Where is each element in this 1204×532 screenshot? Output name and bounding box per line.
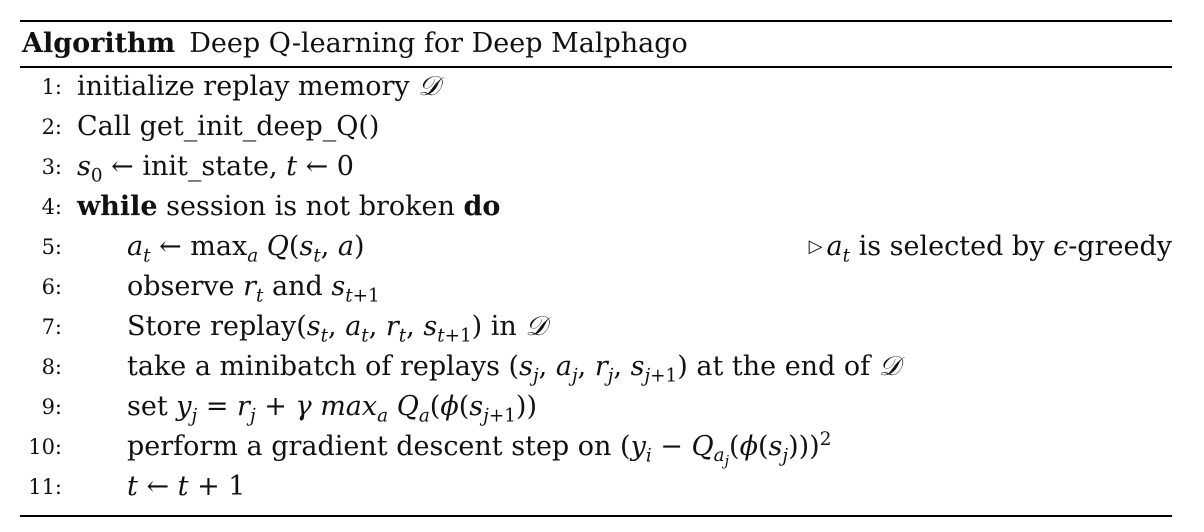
algorithm-line-9 <box>0 387 1204 427</box>
line-text: t ← t + 1 <box>127 471 246 502</box>
line-number: 10: <box>28 435 62 459</box>
bottom-rule <box>20 515 1172 517</box>
line-number: 5: <box>41 235 62 259</box>
algorithm-line-8 <box>0 347 1204 387</box>
line-text: take a minibatch of replays ($s_j$, $a_j$, $r_j$, $s_{j+1}$) at the end of 𝒟 <box>127 351 901 387</box>
algorithm-line-10 <box>0 427 1204 471</box>
algorithm-title <box>22 22 688 66</box>
line-number: 9: <box>41 395 62 419</box>
algorithm-line-3 <box>0 147 1204 187</box>
line-comment: ▷ $a_t$ is selected by ϵ-greedy <box>809 227 1172 270</box>
algorithm-name: Deep Q-learning for Deep Malphago <box>189 28 688 59</box>
algorithm-line-6 <box>0 267 1204 307</box>
line-number: 1: <box>41 75 62 99</box>
line-number: 2: <box>41 115 62 139</box>
line-text: $s_0$ ← init_state, t ← 0 <box>77 151 354 187</box>
while-condition: session is not broken <box>166 191 455 222</box>
line-text: observe $r_t$ and $s_{t+1}$ <box>127 271 380 307</box>
algorithm-line-2 <box>0 107 1204 147</box>
line-text: Store $replay(s_t$, $a_t$, $r_t$, $s_{t+1}$) in 𝒟 <box>127 311 547 347</box>
line-number: 11: <box>28 475 62 499</box>
line-text: $a_t$ ← $\max_a Q(s_t$, a) <box>127 231 365 267</box>
line-text <box>77 187 500 227</box>
line-number: 3: <box>41 155 62 179</box>
line-text: Call get_init_deep_Q() <box>77 111 380 142</box>
algorithm-keyword: Algorithm <box>22 28 176 59</box>
while-keyword: while <box>77 191 158 222</box>
algorithm-line-1 <box>0 67 1204 107</box>
line-number: 7: <box>41 315 62 339</box>
line-number: 6: <box>41 275 62 299</box>
line-text: set $y_j = r_j + \gamma$ $\max_a Q_a(\phi(s_{j+1}))$ <box>127 391 537 427</box>
algorithm-line-11 <box>0 467 1204 507</box>
algorithm-line-5 <box>0 227 1204 267</box>
comment-triangle-icon: ▷ <box>808 236 823 257</box>
algorithm-line-4 <box>0 187 1204 227</box>
line-number: 8: <box>41 355 62 379</box>
algorithm-line-7 <box>0 307 1204 347</box>
do-keyword: do <box>463 191 501 222</box>
line-text: perform a gradient descent step on $(y_i - Q_{a_j}(\phi(s_j)))^2$ <box>127 429 832 471</box>
line-text: initialize replay memory 𝒟 <box>77 71 440 102</box>
line-number: 4: <box>41 195 62 219</box>
